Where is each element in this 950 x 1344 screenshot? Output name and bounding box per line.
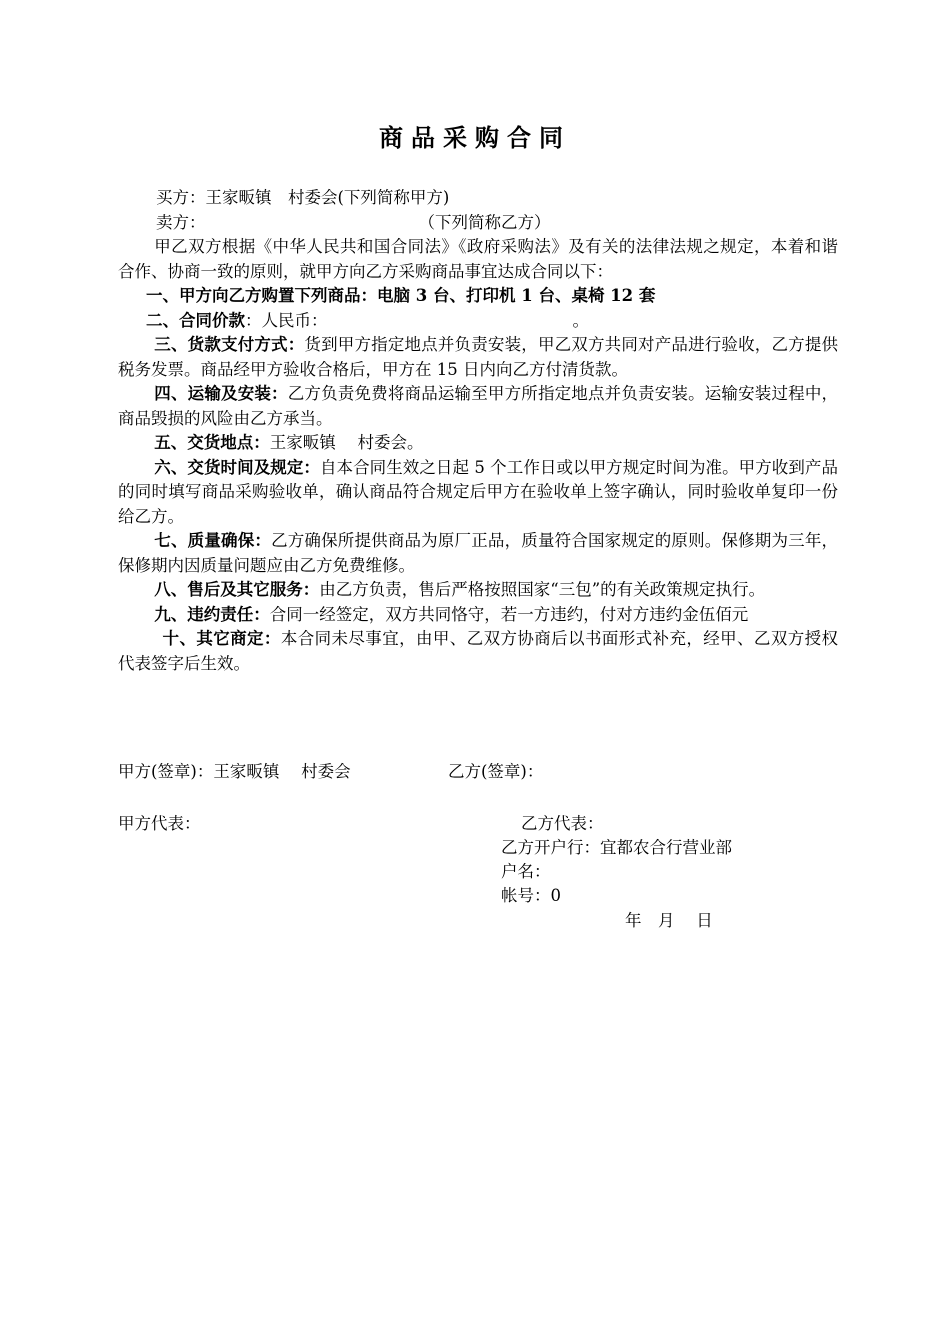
clause-2 (118, 309, 838, 334)
document-title: 商品采购合同 (379, 124, 571, 152)
clause-5-heading: 五、交货地点： (154, 433, 270, 452)
buyer-line (118, 186, 838, 211)
clause-7 (118, 529, 838, 578)
party-b-representative: 乙方代表： (521, 814, 604, 833)
clause-4-text: 乙方负责免费将商品运输至甲方所指定地点并负责安装。运输安装过程中，商品毁损的风险由乙方承当。 (118, 384, 839, 428)
seller-line (118, 211, 838, 236)
clause-2-heading: 二、合同价款 (146, 310, 245, 330)
clause-6-heading: 六、交货时间及规定： (154, 457, 320, 477)
clause-7-heading: 七、质量确保： (154, 531, 272, 550)
account-number: 帐号：0 (501, 886, 561, 905)
buyer-label: 买方： (156, 188, 206, 207)
clause-1-heading: 一、甲方向乙方购置下列商品：电脑 3 台、打印机 1 台、桌椅 12 套 (146, 286, 656, 305)
signing-date: 年 月 日 (625, 911, 713, 930)
clause-8-heading: 八、售后及其它服务： (154, 580, 320, 599)
clause-4-heading: 四、运输及安装： (154, 384, 288, 403)
buyer-value: 王家畈镇 村委会(下列简称甲方) (205, 188, 450, 207)
clause-4 (118, 382, 838, 431)
clause-2-text: ：人民币： (245, 310, 328, 330)
clause-9 (118, 603, 838, 628)
clause-8-text: 由乙方负责，售后严格按照国家“三包”的有关政策规定执行。 (319, 580, 766, 599)
clause-9-heading: 九、违约责任： (154, 604, 270, 624)
clause-6-text: 自本合同生效之日起 5 个工作日或以甲方规定时间为准。甲方收到产品的同时填写商品采购验收单，确认商品符合规定后甲方在验收单上签字确认，同时验收单复印一份给乙方。 (118, 457, 839, 526)
clause-6 (118, 456, 838, 530)
clause-5 (118, 431, 838, 456)
seller-label: 卖方： (156, 212, 206, 232)
clause-1 (118, 284, 838, 309)
clause-9-text: 合同一经签定，双方共同恪守，若一方违约，付对方违约金伍佰元 (269, 604, 749, 624)
clause-2-tail: 。 (572, 310, 589, 330)
clause-10 (118, 627, 838, 676)
party-a-representative: 甲方代表： (118, 814, 201, 833)
clause-5-text: 王家畈镇 村委会。 (269, 433, 424, 452)
seller-value: （下列简称乙方） (418, 212, 551, 232)
party-b-seal: 乙方(签章)： (448, 762, 544, 781)
contract-body (118, 186, 838, 676)
intro-paragraph: 甲乙双方根据《中华人民共和国合同法》《政府采购法》及有关的法律法规之规定，本着和谐合作、协商一致的原则，就甲方向乙方采购商品事宜达成合同以下： (118, 237, 838, 281)
clause-3-heading: 三、货款支付方式： (154, 335, 305, 354)
clause-7-text: 乙方确保所提供商品为原厂正品，质量符合国家规定的原则。保修期为三年，保修期内因质量问题应由乙方免费维修。 (118, 531, 839, 575)
clause-10-text: 本合同未尽事宜，由甲、乙双方协商后以书面形式补充，经甲、乙双方授权代表签字后生效。 (118, 629, 839, 673)
clause-3 (118, 333, 838, 382)
party-a-seal: 甲方(签章)：王家畈镇 村委会 (118, 762, 351, 781)
clause-10-heading: 十、其它商定： (162, 629, 281, 648)
clause-8 (118, 578, 838, 603)
account-name: 户名： (501, 862, 551, 881)
party-b-bank: 乙方开户行：宜都农合行营业部 (501, 838, 732, 857)
clause-3-text: 货到甲方指定地点并负责安装，甲乙双方共同对产品进行验收，乙方提供税务发票。商品经甲方验收合格后，甲方在 15 日内向乙方付清货款。 (118, 335, 839, 379)
